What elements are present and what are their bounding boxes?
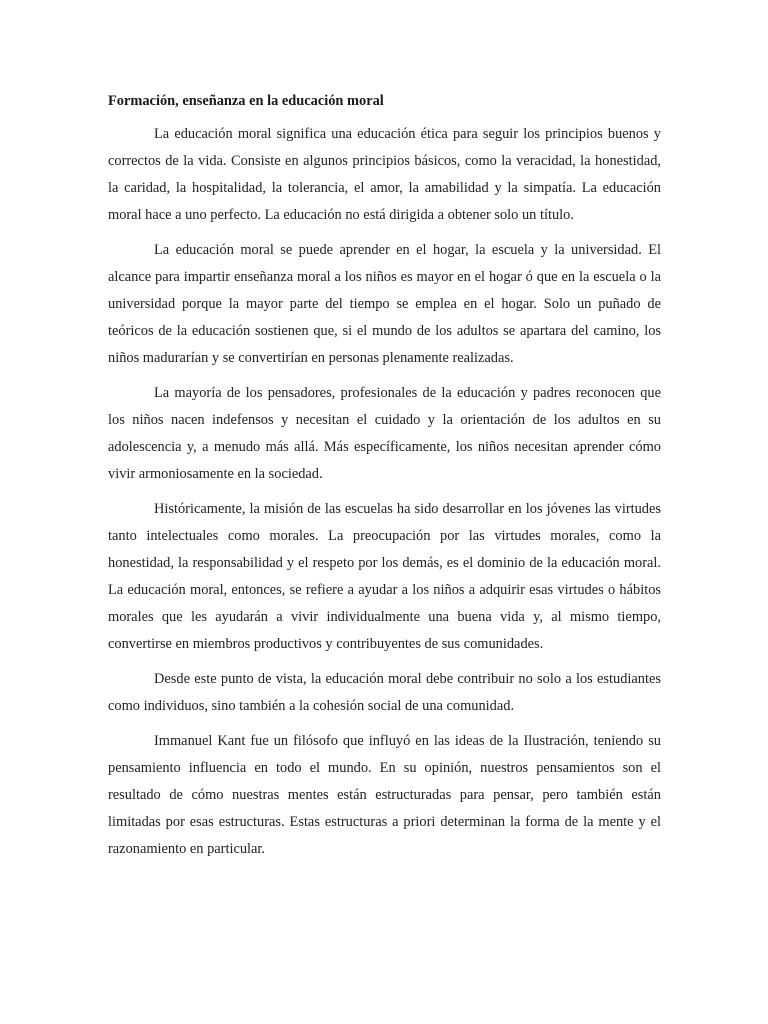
document-title: Formación, enseñanza en la educación moral: [108, 93, 384, 109]
paragraph-4: Históricamente, la misión de las escuelas ha sido desarrollar en los jóvenes las virtudes tanto intelectuales como morales. La preocupación por las virtudes morales, como la honestidad, la responsabilidad y el respeto por los demás, es el dominio de la educación moral. La educación moral, entonces, se refiere a ayudar a los niños a adquirir esas virtudes o hábitos morales que les ayudarán a vivir individualmente una buena vida y, al mismo tiempo, convertirse en miembros productivos y contribuyentes de sus comunidades.: [108, 501, 661, 652]
paragraph-6: Immanuel Kant fue un filósofo que influyó en las ideas de la Ilustración, teniendo su pensamiento influencia en todo el mundo. En su opinión, nuestros pensamientos son el resultado de cómo nuestras mentes están estructuradas para pensar, pero también están limitadas por esas estructuras. Estas estructuras a priori determinan la forma de la mente y el razonamiento en particular.: [108, 733, 661, 857]
paragraph-1: La educación moral significa una educación ética para seguir los principios buenos y correctos de la vida. Consiste en algunos principios básicos, como la veracidad, la honestidad, la caridad, la hospitalidad, la tolerancia, el amor, la amabilidad y la simpatía. La educación moral hace a uno perfecto. La educación no está dirigida a obtener solo un título.: [108, 126, 661, 223]
paragraph-2: La educación moral se puede aprender en el hogar, la escuela y la universidad. El alcance para impartir enseñanza moral a los niños es mayor en el hogar ó que en la escuela o la universidad porque la mayor parte del tiempo se emplea en el hogar. Solo un puñado de teóricos de la educación sostienen que, si el mundo de los adultos se apartara del camino, los niños madurarían y se convertirían en personas plenamente realizadas.: [108, 242, 661, 366]
paragraph-5: Desde este punto de vista, la educación moral debe contribuir no solo a los estudiantes como individuos, sino también a la cohesión social de una comunidad.: [108, 671, 661, 714]
document-body: [108, 90, 661, 871]
paragraph-3: La mayoría de los pensadores, profesionales de la educación y padres reconocen que los niños nacen indefensos y necesitan el cuidado y la orientación de los adultos en su adolescencia y, a menudo más allá. Más específicamente, los niños necesitan aprender cómo vivir armoniosamente en la sociedad.: [108, 385, 661, 482]
